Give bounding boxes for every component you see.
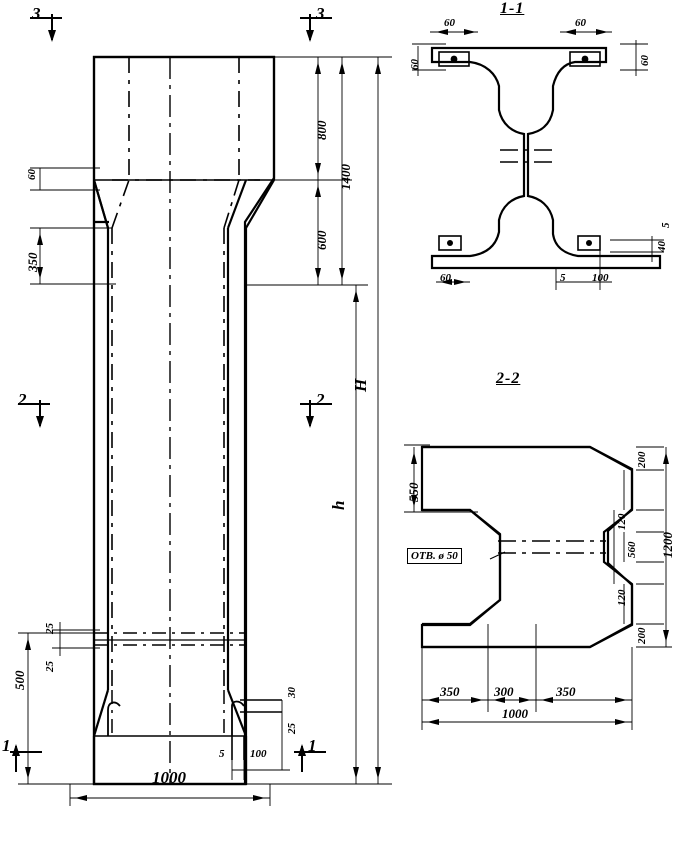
dim-1-1-bottom-60: 60 <box>440 272 451 284</box>
dim-1000-elevation: 1000 <box>152 768 186 787</box>
dim-H: H <box>351 378 370 392</box>
view-title-1-1: 1-1 <box>500 0 525 17</box>
dim-25-upper: 25 <box>44 623 56 634</box>
dim-25-elevation: 25 <box>286 723 298 734</box>
dim-1-1-right-5: 5 <box>660 222 672 228</box>
dim-1-1-top-right-60: 60 <box>575 17 586 29</box>
dim-30-elevation: 30 <box>286 687 298 698</box>
dim-60-left: 60 <box>26 169 38 180</box>
marker-2-left: 2 <box>18 390 27 409</box>
dim-1400: 1400 <box>338 164 353 190</box>
dim-1-1-left-60: 60 <box>409 59 421 70</box>
dim-1-1-right-40: 40 <box>656 241 668 252</box>
dim-1-1-bottom-5: 5 <box>560 272 566 284</box>
hole-note-label: OTB. ø 50 <box>407 548 462 564</box>
dim-2-2-350-left: 350 <box>440 684 460 699</box>
dim-2-2-350-right: 350 <box>556 684 576 699</box>
dim-350: 350 <box>25 252 40 272</box>
dim-2-2-560: 560 <box>626 541 638 558</box>
dim-2-2-1200: 1200 <box>660 532 675 558</box>
marker-1-right: 1 <box>308 736 317 755</box>
dim-500: 500 <box>12 670 27 690</box>
dim-2-2-1000: 1000 <box>502 706 528 721</box>
dim-25-lower: 25 <box>44 661 56 672</box>
view-title-2-2: 2-2 <box>496 370 521 387</box>
dim-5-elevation: 5 <box>219 748 225 760</box>
dim-2-2-200-top: 200 <box>636 451 648 468</box>
dim-1-1-right-60: 60 <box>639 55 651 66</box>
dim-2-2-300: 300 <box>494 684 514 699</box>
marker-2-right: 2 <box>316 390 325 409</box>
dim-2-2-550: 550 <box>406 482 421 502</box>
dim-1-1-top-left-60: 60 <box>444 17 455 29</box>
marker-3-right: 3 <box>316 4 325 23</box>
dim-2-2-120-bottom: 120 <box>616 589 628 606</box>
dim-100-elevation: 100 <box>250 748 267 760</box>
dim-800: 800 <box>314 120 329 140</box>
dim-600: 600 <box>314 230 329 250</box>
dim-h: h <box>329 500 348 510</box>
dim-2-2-120-top: 120 <box>616 513 628 530</box>
dim-2-2-200-bottom: 200 <box>636 627 648 644</box>
marker-3-left: 3 <box>32 4 41 23</box>
dim-1-1-bottom-100: 100 <box>592 272 609 284</box>
marker-1-left: 1 <box>2 736 11 755</box>
